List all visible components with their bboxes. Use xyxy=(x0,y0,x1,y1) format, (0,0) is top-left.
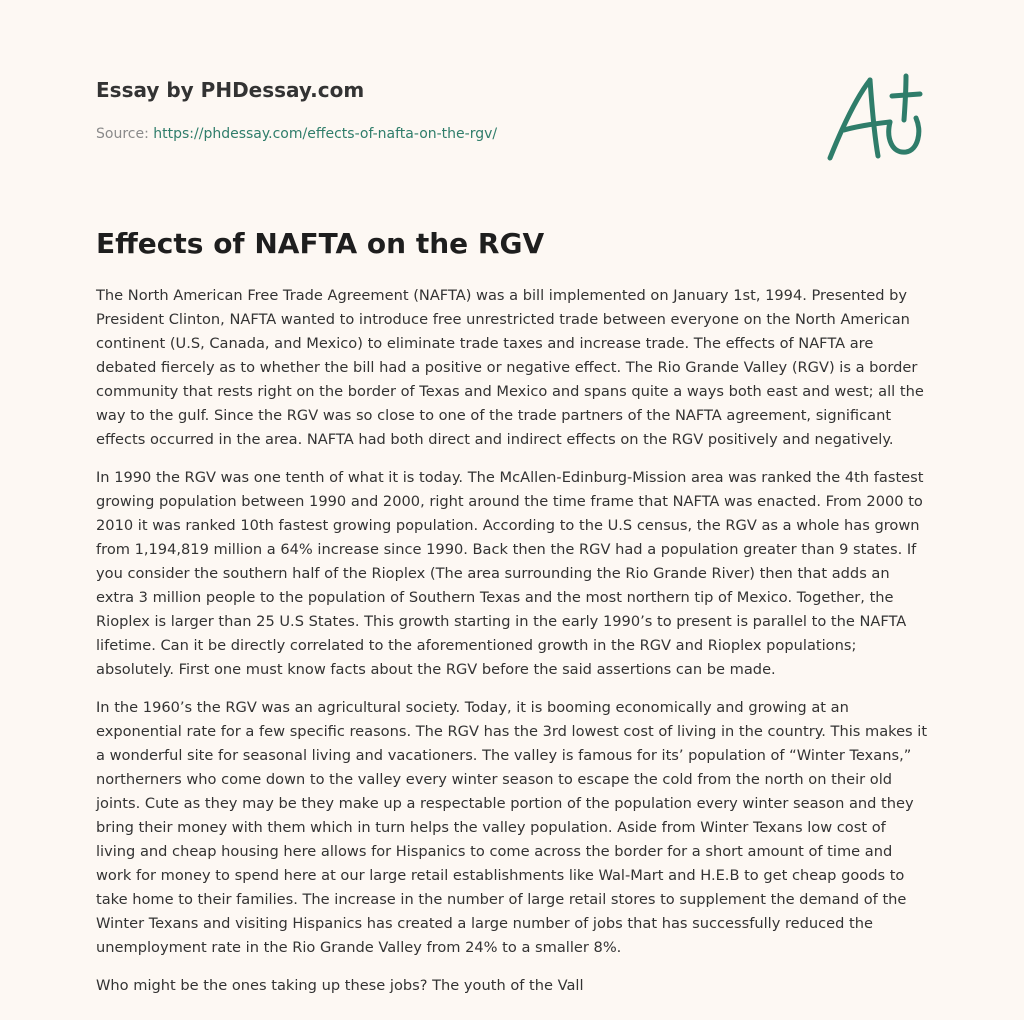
source-line xyxy=(96,124,796,144)
essay-body xyxy=(96,284,928,1012)
source-label: Source: xyxy=(96,126,149,142)
essay-title: Effects of NAFTA on the RGV xyxy=(96,227,545,260)
paragraph-3: In the 1960’s the RGV was an agricultural society. Today, it is booming economically and growing at an exponential rate for a few specific reasons. The RGV has the 3rd lowest cost of living in the country. This makes it a wonderful site for seasonal living and vacationers. The valley is famous for its’ population of “Winter Texans,” northerners who come down to the valley every winter season to escape the cold from the north on their old joints. Cute as they may be they make up a respectable portion of the population every winter season and they bring their money with them which in turn helps the valley population. Aside from Winter Texans low cost of living and cheap housing here allows for Hispanics to come across the border for a short amount of time and work for money to spend here at our large retail establishments like Wal-Mart and H.E.B to get cheap goods to take home to their families. The increase in the number of large retail stores to supplement the demand of the Winter Texans and visiting Hispanics has created a large number of jobs that has successfully reduced the unemployment rate in the Rio Grande Valley from 24% to a smaller 8%. xyxy=(96,699,928,956)
paragraph-2: In 1990 the RGV was one tenth of what it is today. The McAllen-Edinburg-Mission area was ranked the 4th fastest growing population between 1990 and 2000, right around the time frame that NAFTA was enacted. From 2000 to 2010 it was ranked 10th fastest growing population. According to the U.S census, the RGV as a whole has grown from 1,194,819 million a 64% increase since 1990. Back then the RGV had a population greater than 9 states. If you consider the southern half of the Rioplex (The area surrounding the Rio Grande River) then that adds an extra 3 million people to the population of Southern Texas and the most northern tip of Mexico. Together, the Rioplex is larger than 25 U.S States. This growth starting in the early 1990’s to present is parallel to the NAFTA lifetime. Can it be directly correlated to the aforementioned growth in the RGV and Rioplex populations; absolutely. First one must know facts about the RGV before the said assertions can be made. xyxy=(96,469,924,678)
paragraph-1: The North American Free Trade Agreement (NAFTA) was a bill implemented on January 1st, 1994. Presented by President Clinton, NAFTA wanted to introduce free unrestricted trade between everyone on the North American continent (U.S, Canada, and Mexico) to eliminate trade taxes and increase trade. The effects of NAFTA are debated fiercely as to whether the bill had a positive or negative effect. The Rio Grande Valley (RGV) is a border community that rests right on the border of Texas and Mexico and spans quite a ways both east and west; all the way to the gulf. Since the RGV was so close to one of the trade partners of the NAFTA agreement, significant effects occurred in the area. NAFTA had both direct and indirect effects on the RGV positively and negatively. xyxy=(96,287,924,448)
essay-header xyxy=(96,74,796,144)
brand-title: Essay by PHDessay.com xyxy=(96,78,365,102)
a-plus-logo-icon xyxy=(820,68,930,168)
paragraph-4: Who might be the ones taking up these jobs? The youth of the Vall xyxy=(96,977,584,994)
source-link[interactable]: https://phdessay.com/effects-of-nafta-on-the-rgv/ xyxy=(153,126,498,142)
